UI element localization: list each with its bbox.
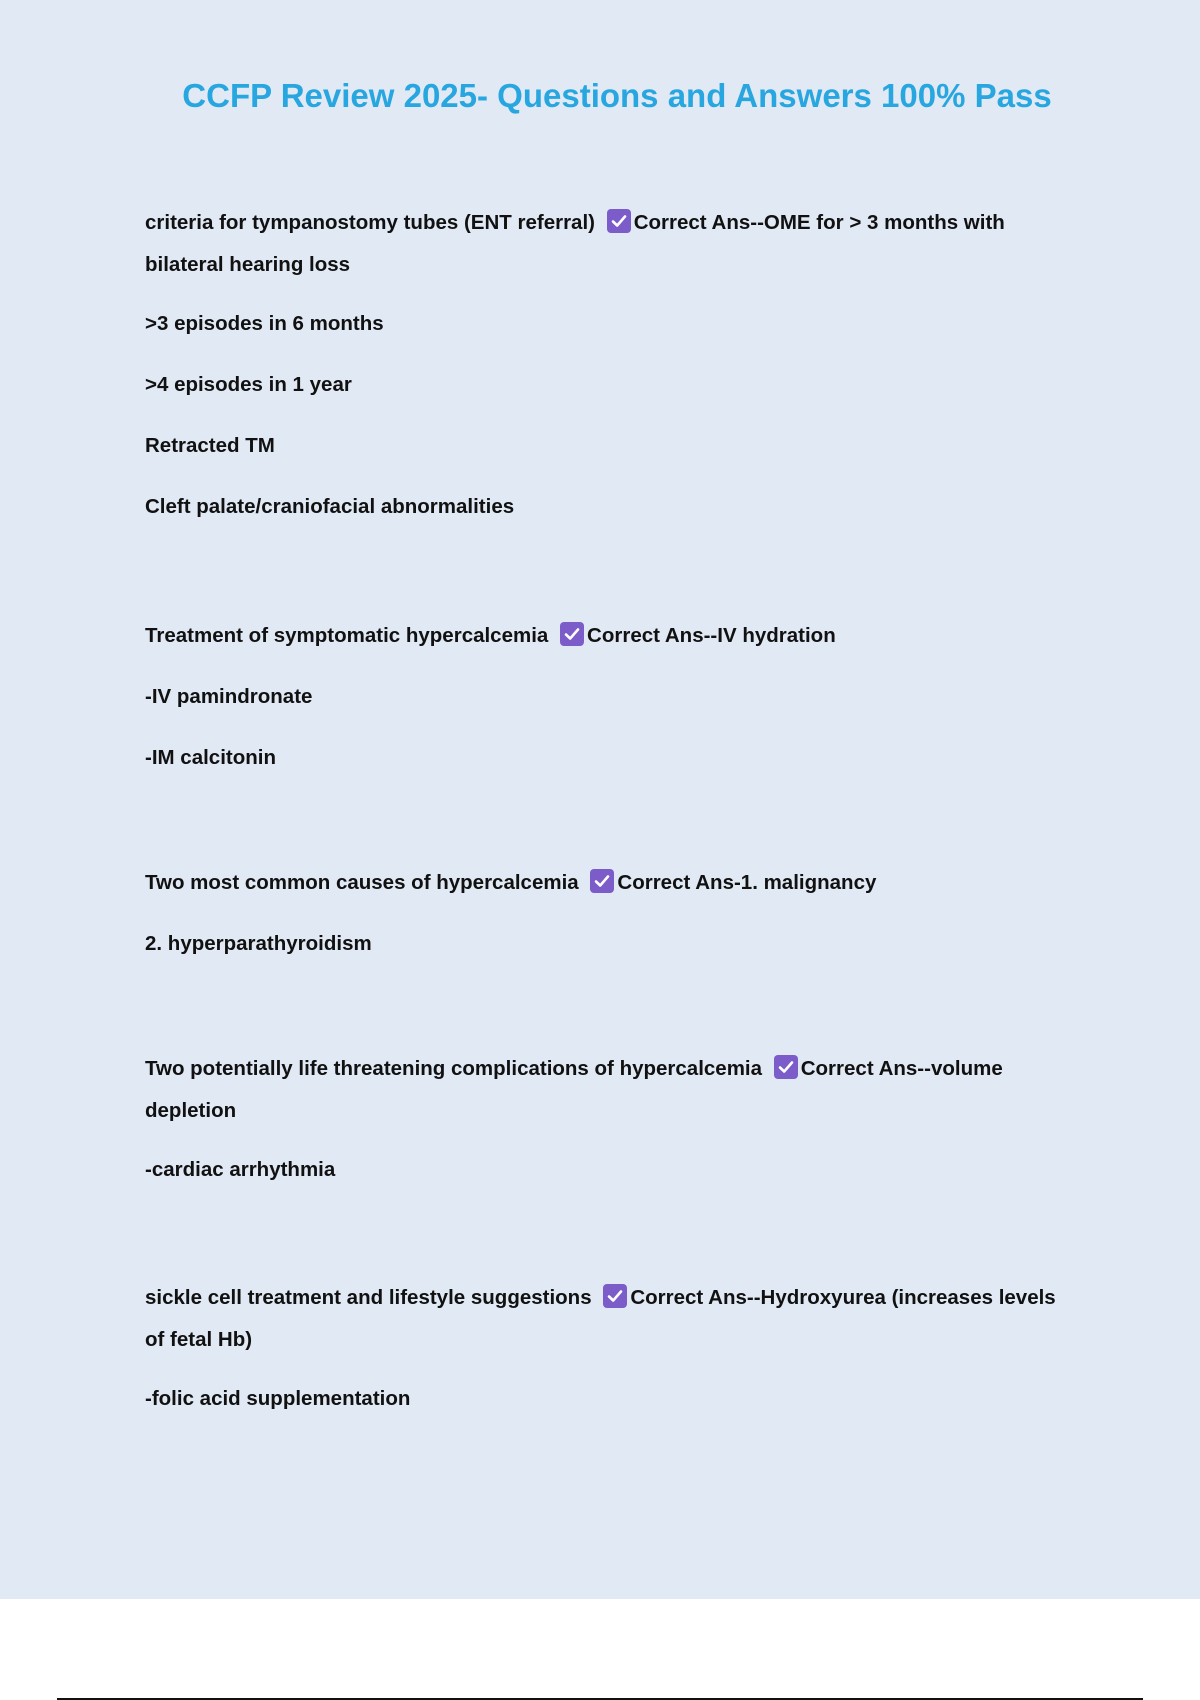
question-text: sickle cell treatment and lifestyle suggestions [145,1286,592,1309]
question-line [145,865,1075,901]
answer-text: Correct Ans--IV hydration [587,624,836,647]
footer-divider [57,1698,1143,1700]
question-text: criteria for tympanostomy tubes (ENT referral) [145,211,595,234]
answer-text: Correct Ans--OME for > 3 months with [633,211,1005,234]
answer-line: Cleft palate/craniofacial abnormalities [145,495,515,518]
answer-line: -folic acid supplementation [145,1387,411,1410]
qa-item [145,1048,1075,1188]
answer-text: Correct Ans--volume [800,1057,1003,1080]
answer-line: -IM calcitonin [145,746,276,769]
document-title: CCFP Review 2025- Questions and Answers 100% Pass [182,77,1052,114]
question-text: Two potentially life threatening complications of hypercalcemia [145,1057,763,1080]
answer-line: of fetal Hb) [145,1328,253,1351]
answer-line: Retracted TM [145,434,275,457]
answer-line: -cardiac arrhythmia [145,1158,336,1181]
question-line [145,1277,1075,1319]
checkbox-check-icon [603,1284,627,1308]
answer-line: 2. hyperparathyroidism [145,932,372,955]
answer-line: depletion [145,1099,237,1122]
answer-line: >3 episodes in 6 months [145,312,384,335]
answer-text: Correct Ans--Hydroxyurea (increases levels [630,1286,1056,1309]
checkbox-check-icon [560,622,584,646]
qa-item [145,202,1075,525]
answer-text: Correct Ans-1. malignancy [617,871,877,894]
answer-line: -IV pamindronate [145,685,313,708]
question-line [145,618,1075,654]
qa-item [145,618,1075,776]
checkbox-check-icon [607,209,631,233]
qa-item [145,865,1075,962]
checkbox-check-icon [774,1055,798,1079]
answer-line: >4 episodes in 1 year [145,373,352,396]
checkbox-check-icon [590,869,614,893]
qa-item [145,1277,1075,1417]
question-line [145,1048,1075,1090]
question-text: Treatment of symptomatic hypercalcemia [145,624,549,647]
answer-line: bilateral hearing loss [145,253,351,276]
question-text: Two most common causes of hypercalcemia [145,871,579,894]
question-line [145,202,1075,244]
